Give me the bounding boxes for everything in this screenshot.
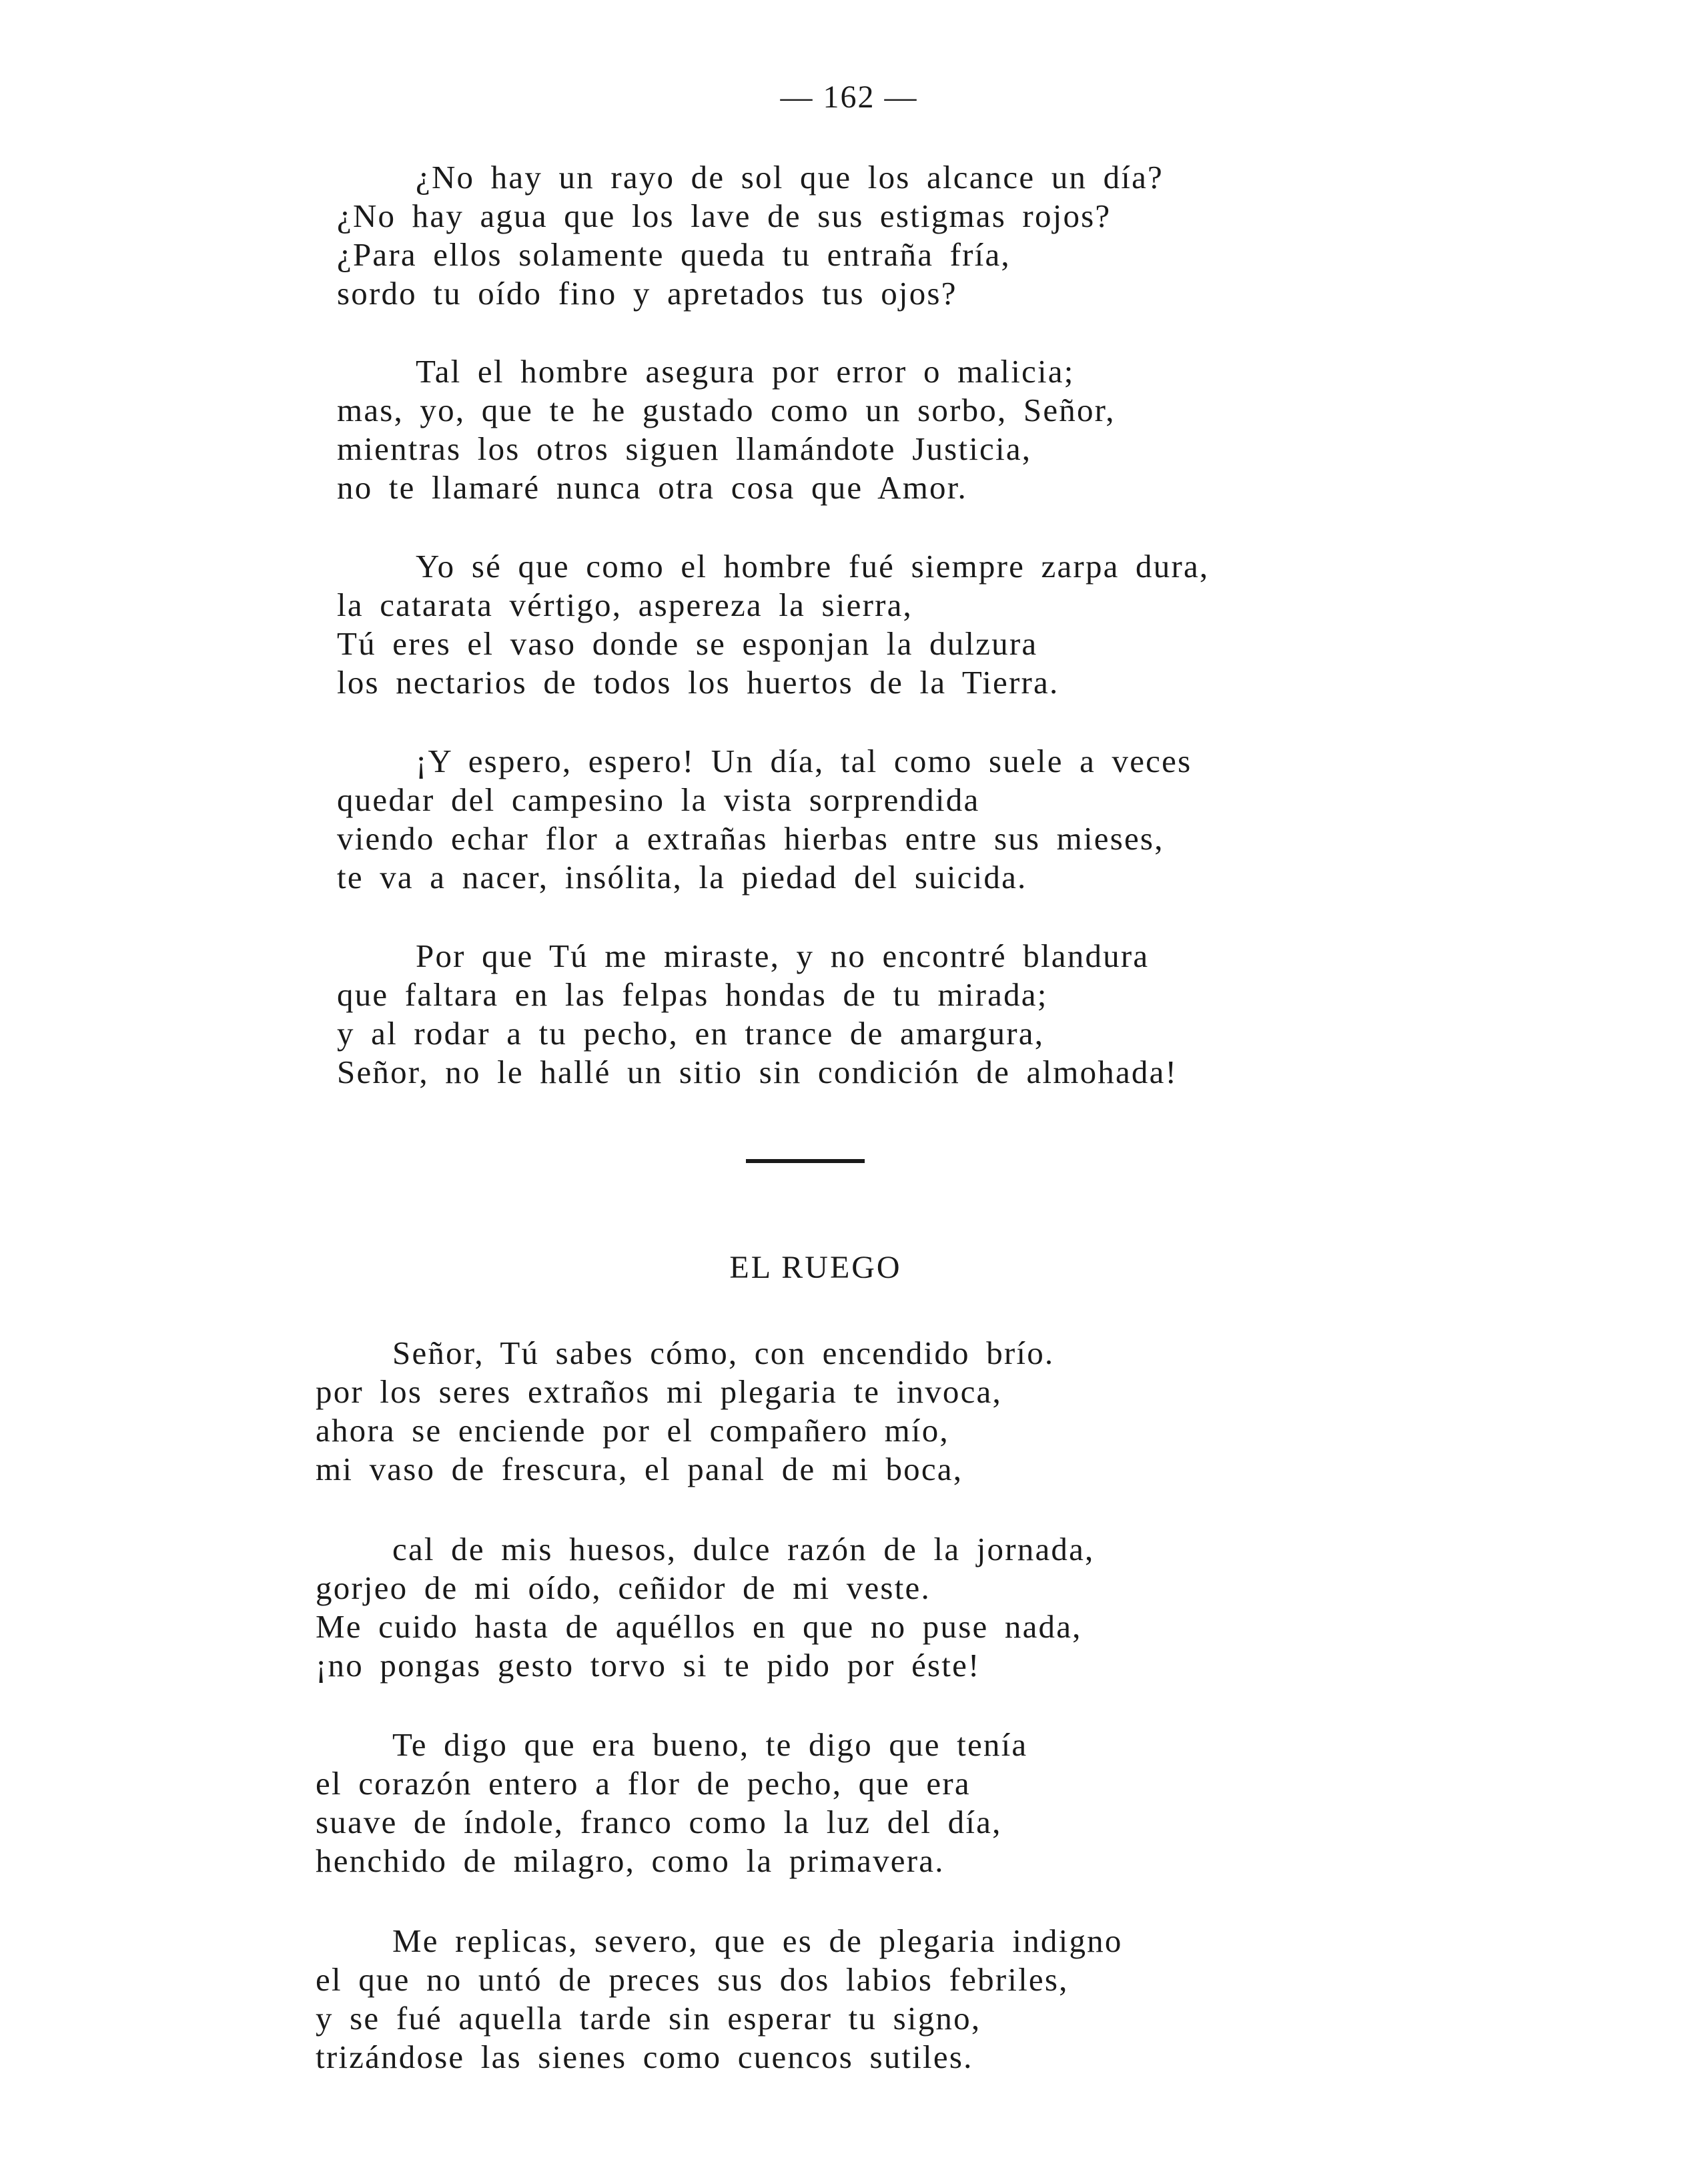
stanza: [316, 1530, 1095, 1685]
stanza: [316, 1922, 1123, 2077]
verse-line: ¿No hay un rayo de sol que los alcance un día?: [416, 159, 1164, 196]
verse-line: ¡Y espero, espero! Un día, tal como suele a veces: [416, 743, 1192, 779]
verse-line: suave de índole, franco como la luz del día,: [316, 1804, 1002, 1840]
stanza: [337, 742, 1192, 897]
stanza: [337, 352, 1116, 507]
verse-line: trizándose las sienes como cuencos sutiles.: [316, 2039, 973, 2075]
stanza: [316, 1726, 1027, 1880]
verse-line: ahora se enciende por el compañero mío,: [316, 1412, 949, 1449]
verse-line: gorjeo de mi oído, ceñidor de mi veste.: [316, 1569, 931, 1606]
stanza: [337, 937, 1178, 1092]
stanza: [337, 547, 1209, 702]
verse-line: mi vaso de frescura, el panal de mi boca,: [316, 1451, 963, 1487]
verse-line: Me cuido hasta de aquéllos en que no puse nada,: [316, 1608, 1082, 1645]
verse-line: y al rodar a tu pecho, en trance de amargura,: [337, 1015, 1045, 1052]
verse-line: Yo sé que como el hombre fué siempre zarpa dura,: [416, 548, 1210, 585]
verse-line: cal de mis huesos, dulce razón de la jornada,: [392, 1531, 1095, 1567]
verse-line: por los seres extraños mi plegaria te invoca,: [316, 1373, 1002, 1410]
verse-line: ¿Para ellos solamente queda tu entraña fría,: [337, 236, 1011, 273]
verse-line: quedar del campesino la vista sorprendida: [337, 781, 980, 818]
verse-line: el que no untó de preces sus dos labios febriles,: [316, 1961, 1069, 1998]
verse-line: Tal el hombre asegura por error o malicia;: [416, 353, 1075, 390]
stanza: [337, 158, 1164, 313]
verse-line: te va a nacer, insólita, la piedad del suicida.: [337, 859, 1027, 895]
stanza: [316, 1334, 1054, 1489]
section-divider: [746, 1159, 865, 1163]
verse-line: sordo tu oído fino y apretados tus ojos?: [337, 275, 957, 312]
verse-line: que faltara en las felpas hondas de tu mirada;: [337, 976, 1048, 1013]
verse-line: Señor, Tú sabes cómo, con encendido brío.: [392, 1335, 1055, 1371]
verse-line: la catarata vértigo, aspereza la sierra,: [337, 587, 913, 623]
verse-line: ¿No hay agua que los lave de sus estigmas rojos?: [337, 198, 1112, 234]
verse-line: ¡no pongas gesto torvo si te pido por éste!: [316, 1647, 981, 1684]
page-number: — 162 —: [780, 79, 918, 115]
verse-line: Tú eres el vaso donde se esponjan la dulzura: [337, 625, 1038, 662]
verse-line: los nectarios de todos los huertos de la Tierra.: [337, 664, 1059, 701]
verse-line: Me replicas, severo, que es de plegaria indigno: [392, 1922, 1123, 1959]
verse-line: el corazón entero a flor de pecho, que era: [316, 1765, 971, 1802]
poem-title: EL RUEGO: [729, 1250, 902, 1285]
verse-line: viendo echar flor a extrañas hierbas entre sus mieses,: [337, 820, 1164, 857]
verse-line: y se fué aquella tarde sin esperar tu signo,: [316, 2000, 981, 2037]
verse-line: Por que Tú me miraste, y no encontré blandura: [416, 938, 1150, 974]
verse-line: Te digo que era bueno, te digo que tenía: [392, 1726, 1028, 1763]
verse-line: Señor, no le hallé un sitio sin condición de almohada!: [337, 1054, 1178, 1090]
verse-line: mientras los otros siguen llamándote Justicia,: [337, 430, 1032, 467]
verse-line: no te llamaré nunca otra cosa que Amor.: [337, 469, 967, 506]
verse-line: mas, yo, que te he gustado como un sorbo, Señor,: [337, 392, 1116, 428]
verse-line: henchido de milagro, como la primavera.: [316, 1842, 945, 1879]
